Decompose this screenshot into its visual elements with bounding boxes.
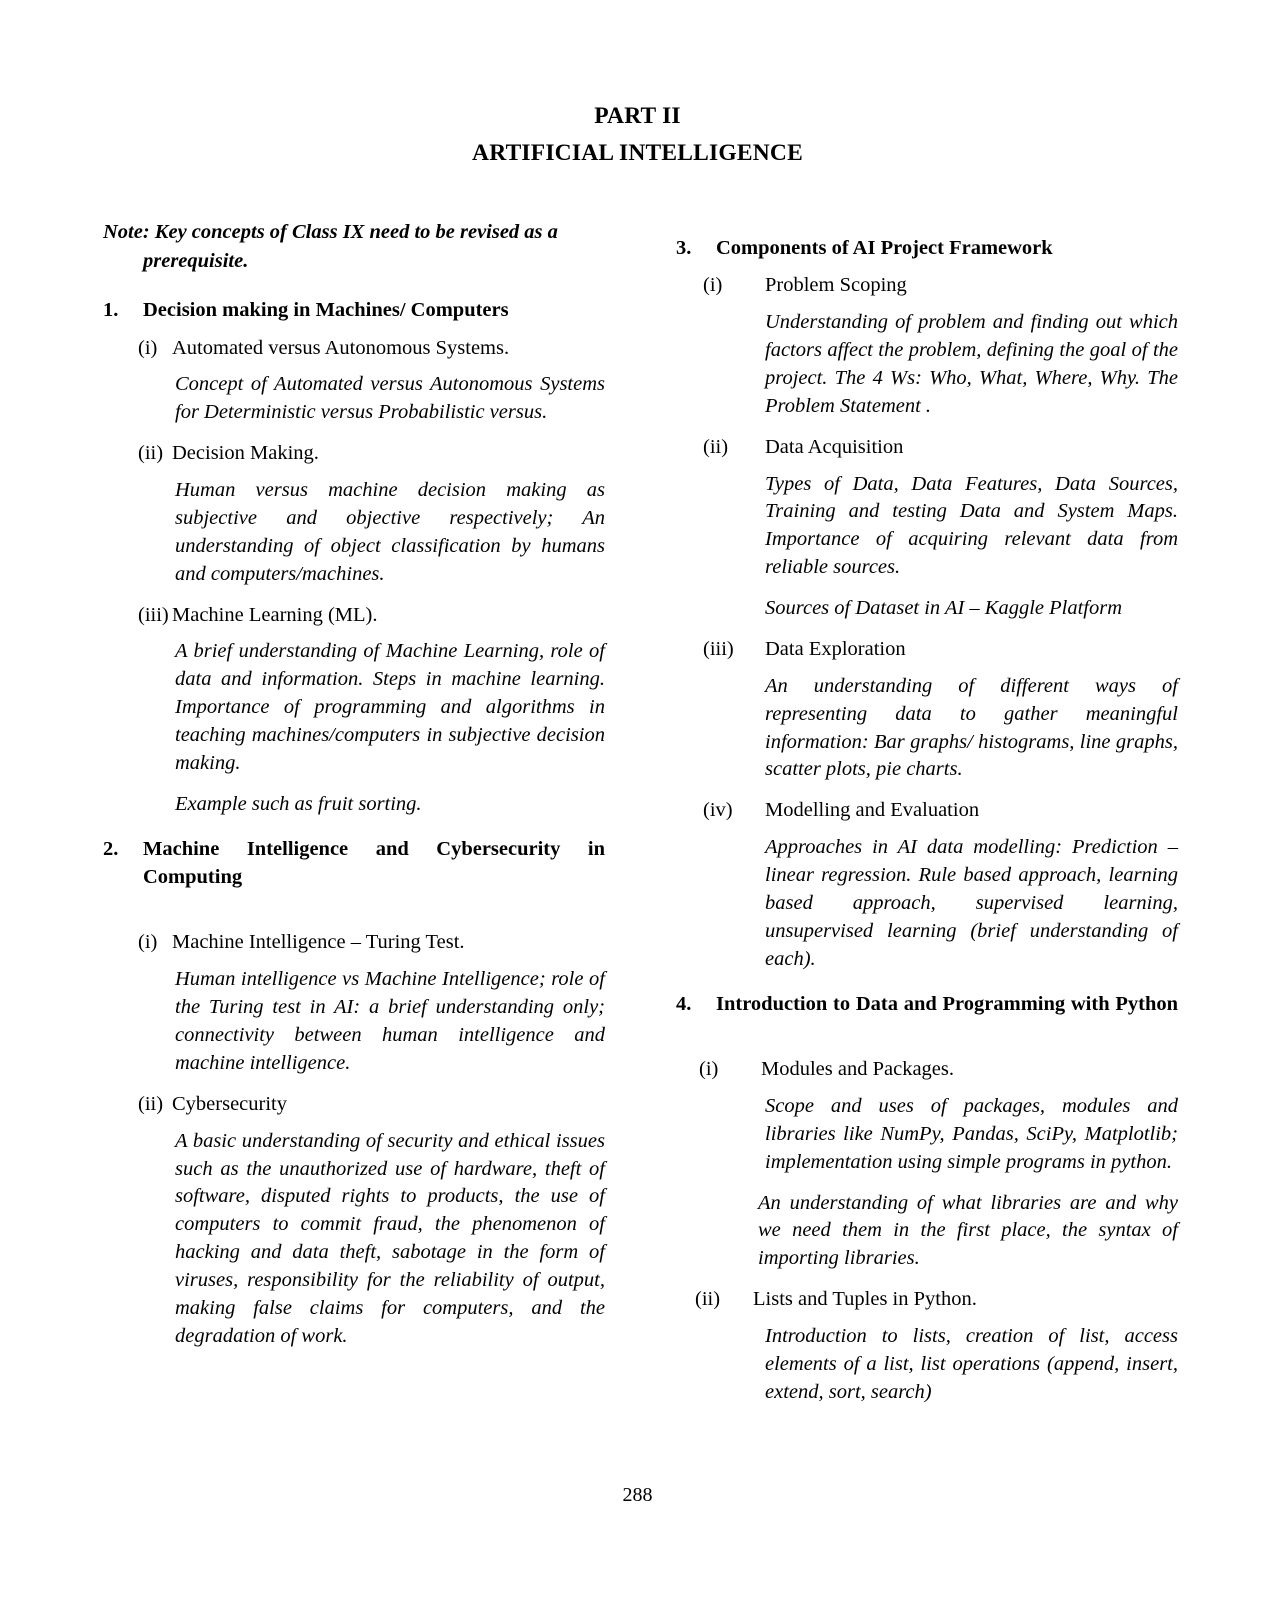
section-heading — [103, 296, 605, 324]
subitem-label: Decision Making. — [172, 442, 319, 465]
subitem-label: Modules and Packages. — [761, 1058, 954, 1081]
subitem-label: Machine Intelligence – Turing Test. — [172, 931, 465, 954]
section-number: 2. — [103, 837, 119, 860]
subitem-marker: (ii) — [703, 435, 729, 458]
left-column — [100, 218, 605, 1364]
subitem-description: Human intelligence vs Machine Intelligence; role of the Turing test in AI: a brief understanding only; connectivity between human intelligence and machine intelligence. — [175, 968, 605, 1074]
prerequisite-note: Note: Key concepts of Class IX need to be revised as a prerequisite. — [103, 221, 558, 273]
syllabus-subitem — [100, 1091, 605, 1351]
section-title: Components of AI Project Framework — [716, 237, 1053, 259]
syllabus-subitem — [673, 636, 1178, 784]
subitem-title — [100, 440, 605, 468]
subitem-description: A basic understanding of security and ethical issues such as the unauthorized use of hardware, theft of software, disputed rights to products, the use of computers to commit fraud, the phenomenon of hacking and data theft, sabotage in the form of viruses, responsibility for the reliability of output, making false claims for computers, and the degradation of work. — [175, 1129, 605, 1347]
subitem-description: Example such as fruit sorting. — [175, 792, 422, 815]
subitem-label: Lists and Tuples in Python. — [753, 1288, 977, 1311]
subitem-marker: (iv) — [703, 799, 733, 822]
subitem-title — [673, 434, 1178, 462]
subitem-description: Concept of Automated versus Autonomous Systems for Deterministic versus Probabilistic versus. — [175, 373, 605, 424]
subitem-label: Machine Learning (ML). — [172, 603, 378, 626]
subitem-description: A brief understanding of Machine Learning, role of data and information. Steps in machine learning. Importance of programming and algorithms in teaching machines/computers in subjective decision making. — [175, 640, 605, 774]
subitem-description: Types of Data, Data Features, Data Sources, Training and testing Data and System Maps. Importance of acquiring relevant data from reliable sources. — [765, 472, 1178, 579]
subitem-marker: (i) — [138, 336, 158, 359]
syllabus-section — [673, 990, 1178, 1407]
subitem-label: Data Acquisition — [765, 435, 904, 458]
section-number: 1. — [103, 299, 119, 322]
subitem-description: Human versus machine decision making as subjective and objective respectively; An understanding of object classification by humans and computers/machines. — [175, 479, 605, 585]
subitem-description: Understanding of problem and finding out which factors affect the problem, defining the goal of the project. The 4 Ws: Who, What, Where, Why. The Problem Statement . — [765, 311, 1178, 417]
syllabus-subitem — [673, 1286, 1178, 1407]
subitem-description: An understanding of what libraries are and why we need them in the first place, the syntax of importing libraries. — [758, 1191, 1178, 1270]
subitem-marker: (i) — [138, 931, 158, 954]
subitem-description: Introduction to lists, creation of list, access elements of a list, list operations (append, insert, extend, sort, search) — [765, 1325, 1178, 1403]
subitem-label: Automated versus Autonomous Systems. — [172, 336, 510, 359]
syllabus-section — [100, 296, 605, 818]
subitem-label: Modelling and Evaluation — [765, 799, 980, 822]
part-title: PART II — [594, 103, 681, 129]
section-heading — [676, 990, 1178, 1047]
subitem-description: Scope and uses of packages, modules and libraries like NumPy, Pandas, SciPy, Matplotlib; implementation using simple programs in python. — [765, 1094, 1178, 1173]
section-number: 4. — [676, 992, 692, 1015]
syllabus-subitem — [673, 272, 1178, 420]
section-title: Machine Intelligence and Cybersecurity in Computing — [143, 837, 605, 888]
syllabus-subitem — [100, 929, 605, 1077]
subitem-marker: (i) — [703, 274, 723, 297]
subitem-title — [673, 1056, 1178, 1084]
subitem-marker: (i) — [699, 1058, 719, 1081]
syllabus-subitem — [100, 440, 605, 588]
subitem-title — [100, 929, 605, 957]
subitem-marker: (iii) — [703, 637, 734, 660]
subitem-marker: (iii) — [138, 603, 169, 626]
subject-title: ARTIFICIAL INTELLIGENCE — [472, 140, 803, 166]
subitem-title — [100, 335, 605, 363]
section-heading — [103, 835, 605, 920]
subitem-description: Sources of Dataset in AI – Kaggle Platform — [765, 597, 1123, 620]
subitem-label: Cybersecurity — [172, 1092, 287, 1115]
syllabus-subitem — [673, 797, 1178, 973]
two-column-body — [100, 218, 1178, 1420]
subitem-description: An understanding of different ways of representing data to gather meaningful information: Bar graphs/ histograms, line graphs, scatter plots, pie charts. — [765, 674, 1178, 781]
syllabus-section — [673, 234, 1178, 974]
page-number: 288 — [622, 1484, 653, 1506]
subitem-marker: (ii) — [138, 442, 164, 465]
syllabus-subitem — [673, 1056, 1178, 1273]
subitem-title — [673, 272, 1178, 300]
syllabus-section — [100, 835, 605, 1351]
syllabus-subitem — [100, 335, 605, 428]
section-title: Decision making in Machines/ Computers — [143, 299, 509, 322]
subitem-title — [673, 1286, 1178, 1314]
subitem-label: Problem Scoping — [765, 274, 907, 297]
subitem-description: Approaches in AI data modelling: Prediction – linear regression. Rule based approach, learning based approach, supervised learning, unsupervised learning (brief understanding of each). — [765, 836, 1178, 970]
subitem-marker: (ii) — [138, 1092, 164, 1115]
subitem-marker: (ii) — [695, 1288, 721, 1311]
syllabus-subitem — [673, 434, 1178, 623]
subitem-label: Data Exploration — [765, 637, 906, 660]
section-heading — [676, 234, 1178, 262]
right-column — [673, 218, 1178, 1420]
section-title: Introduction to Data and Programming with Python — [716, 992, 1178, 1015]
subitem-title — [100, 1091, 605, 1119]
subitem-title — [673, 797, 1178, 825]
subitem-title — [673, 636, 1178, 664]
syllabus-subitem — [100, 602, 605, 819]
section-number: 3. — [676, 237, 692, 259]
subitem-title — [100, 602, 605, 630]
